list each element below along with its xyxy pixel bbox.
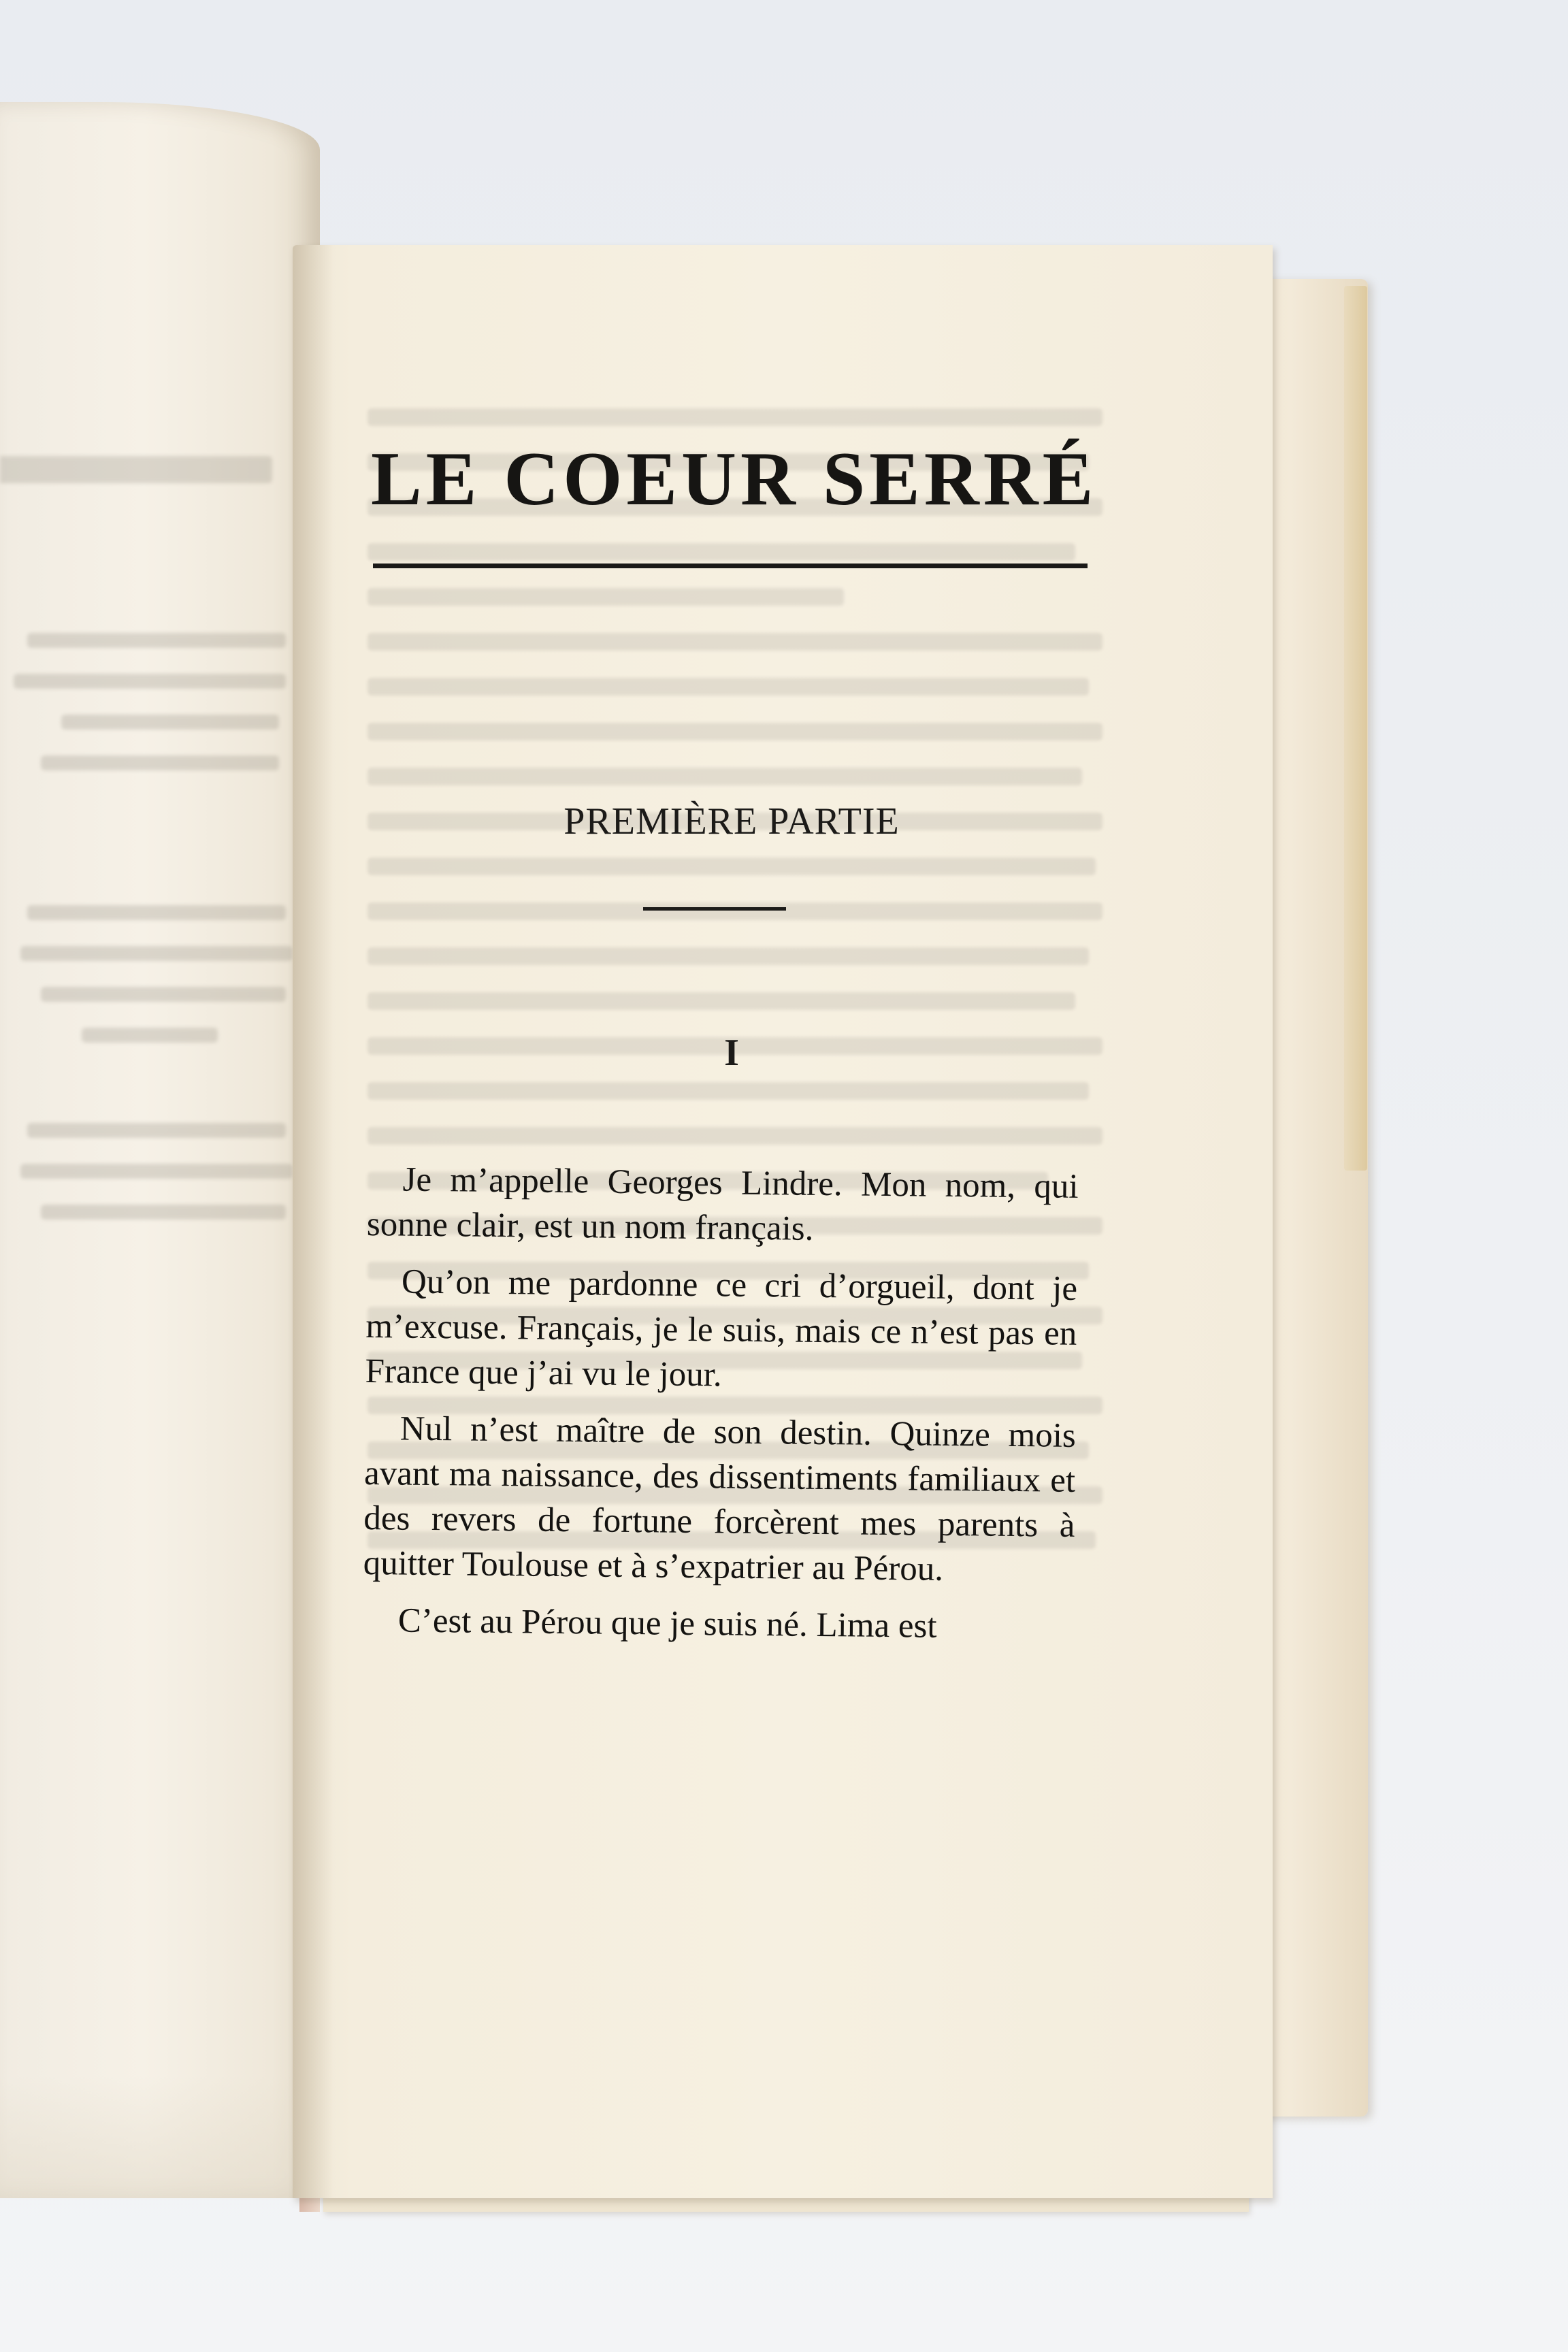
title-rule (373, 564, 1088, 568)
page-stack-yellowed-edge (1344, 286, 1367, 1171)
gutter-shadow (293, 245, 333, 2198)
paragraph-3: Nul n’est maître de son destin. Quinze mois avant ma naissance, des dissentiments familiaux et des revers de fortune forcèrent mes parents à quitter Toulouse et à s’expatrier au Pérou. (363, 1409, 1077, 1588)
left-page-blurred-text (0, 429, 306, 1382)
paragraph-2: Qu’on me pardonne ce cri d’orgueil, dont je m’excuse. Français, je le suis, mais ce n’est pas en France que j’ai vu le jour. (365, 1262, 1078, 1394)
book-title: LE COEUR SERRÉ (371, 437, 1098, 521)
part-title: PREMIÈRE PARTIE (564, 800, 900, 843)
part-divider-rule (643, 907, 786, 911)
body-text (362, 1157, 1079, 1663)
left-page (0, 102, 320, 2198)
paragraph-1: Je m’appelle Georges Lindre. Mon nom, qui sonne clair, est un nom français. (366, 1160, 1079, 1248)
paragraph-4: C’est au Pérou que je suis né. Lima est (397, 1601, 937, 1646)
chapter-number: I (724, 1032, 739, 1074)
